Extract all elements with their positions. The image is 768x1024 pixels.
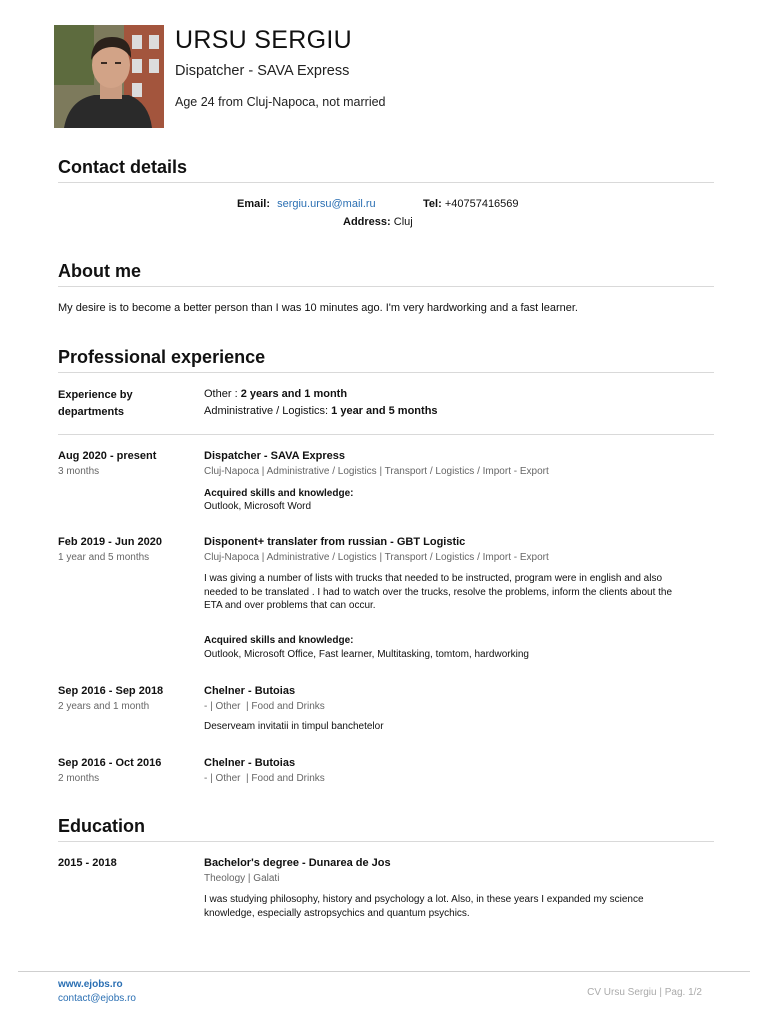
address-value: Cluj <box>393 216 413 228</box>
job-description: Deserveam invitatii in timpul banchetelor <box>204 721 384 732</box>
job-title: Chelner - Butoias <box>204 757 296 769</box>
experience-summary-label: Experience by departments <box>58 389 133 418</box>
footer-site-link[interactable]: www.ejobs.ro <box>58 979 123 990</box>
section-divider <box>58 434 714 435</box>
job-title: Disponent+ translater from russian - GBT Logistic <box>204 536 466 548</box>
footer-divider <box>18 971 750 972</box>
job-length: 2 years and 1 month <box>58 701 150 712</box>
experience-summary-item: Administrative / Logistics: 1 year and 5 months <box>204 405 438 417</box>
skills-list: Outlook, Microsoft Office, Fast learner, Multitasking, tomtom, hardworking <box>204 649 529 660</box>
job-period: Aug 2020 - present <box>58 450 157 462</box>
footer-email-link[interactable]: contact@ejobs.ro <box>58 993 136 1004</box>
job-length: 1 year and 5 months <box>58 552 150 563</box>
section-divider <box>58 841 714 842</box>
address-row <box>343 216 413 228</box>
address-label: Address: <box>343 216 391 228</box>
tel-value: +40757416569 <box>444 198 519 210</box>
education-meta: Theology | Galati <box>204 873 280 884</box>
job-period: Sep 2016 - Sep 2018 <box>58 685 164 697</box>
section-divider <box>58 182 714 183</box>
job-title: Chelner - Butoias <box>204 685 296 697</box>
email-label: Email: <box>237 198 271 210</box>
section-divider <box>58 372 714 373</box>
education-description: I was studying philosophy, history and psychology a lot. Also, in these years I expanded my science knowledge, especially astropsychics and quantum psychics. <box>204 894 644 919</box>
candidate-job-title: Dispatcher - SAVA Express <box>175 63 350 79</box>
tel-row <box>423 198 519 210</box>
experience-section-title: Professional experience <box>58 347 266 367</box>
candidate-name: URSU SERGIU <box>175 26 352 54</box>
email-link[interactable]: sergiu.ursu@mail.ru <box>277 198 376 210</box>
job-period: Sep 2016 - Oct 2016 <box>58 757 162 769</box>
job-period: Feb 2019 - Jun 2020 <box>58 536 162 548</box>
experience-summary-item: Other : 2 years and 1 month <box>204 388 348 400</box>
profile-photo <box>54 25 164 128</box>
section-divider <box>58 286 714 287</box>
job-meta: - | Other | Food and Drinks <box>204 773 325 784</box>
job-length: 2 months <box>58 773 100 784</box>
education-title: Bachelor's degree - Dunarea de Jos <box>204 857 391 869</box>
education-section-title: Education <box>58 816 146 836</box>
job-meta: - | Other | Food and Drinks <box>204 701 325 712</box>
skills-label: Acquired skills and knowledge: <box>204 488 354 499</box>
job-meta: Cluj-Napoca | Administrative / Logistics | Transport / Logistics / Import - Export <box>204 466 549 477</box>
job-description: I was giving a number of lists with trucks that needed to be instructed, program were in english and also needed to be translated . I had to watch over the trucks, resolve the problems, inform the clients about the ETA and over problems that can occur. <box>204 573 673 612</box>
email-row <box>237 198 376 210</box>
job-length: 3 months <box>58 466 100 477</box>
job-meta: Cluj-Napoca | Administrative / Logistics | Transport / Logistics / Import - Export <box>204 552 549 563</box>
skills-label: Acquired skills and knowledge: <box>204 635 354 646</box>
skills-list: Outlook, Microsoft Word <box>204 501 312 512</box>
about-text: My desire is to become a better person than I was 10 minutes ago. I'm very hardworking and a fast learner. <box>58 302 578 314</box>
tel-label: Tel: <box>423 198 442 210</box>
education-period: 2015 - 2018 <box>58 857 117 869</box>
candidate-age-line: Age 24 from Cluj-Napoca, not married <box>175 95 386 109</box>
job-title: Dispatcher - SAVA Express <box>204 450 346 462</box>
about-section-title: About me <box>58 261 141 281</box>
contact-section-title: Contact details <box>58 157 188 177</box>
footer-page-number: CV Ursu Sergiu | Pag. 1/2 <box>587 987 702 998</box>
